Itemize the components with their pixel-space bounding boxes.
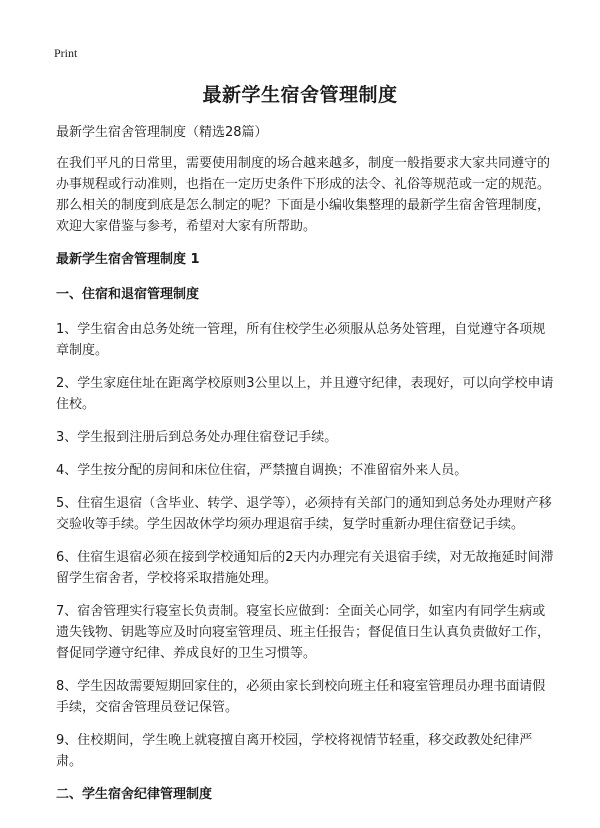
subsection-heading: 二、学生宿舍纪律管理制度 [56, 787, 213, 802]
rule-item: 6、住宿生退宿必须在接到学校通知后的2天内办理完有关退宿手续，对无故拖延时间滞留学生宿舍者，学校将采取措施处理。 [56, 550, 554, 586]
rule-item: 3、学生报到注册后到总务处办理住宿登记手续。 [56, 430, 338, 445]
rule-item: 4、学生按分配的房间和床位住宿，严禁擅自调换；不准留宿外来人员。 [56, 463, 468, 478]
rule-item: 9、住校期间，学生晚上就寝擅自离开校园，学校将视情节轻重，移交政教处纪律严肃。 [56, 733, 533, 769]
rule-item: 8、学生因故需要短期回家住的，必须由家长到校向班主任和寝室管理员办理书面请假手续，交宿舍管理员登记保管。 [56, 679, 546, 715]
rule-item: 5、住宿生退宿（含毕业、转学、退学等），必须持有关部门的通知到总务处办理财产移交验收等手续。学生因故休学均须办理退宿手续，复学时重新办理住宿登记手续。 [56, 496, 552, 532]
rule-item: 7、宿舍管理实行寝室长负责制。寝室长应做到：全面关心同学，如室内有同学生病或遗失钱物、钥匙等应及时向寝室管理员、班主任报告；督促值日生认真负责做好工作，督促同学遵守纪律、养成良好的卫生习惯等。 [56, 604, 551, 661]
section-heading: 最新学生宿舍管理制度 1 [56, 252, 200, 267]
rule-item: 2、学生家庭住址在距离学校原则3公里以上，并且遵守纪律，表现好，可以向学校申请住校。 [56, 376, 554, 412]
rule-item: 1、学生宿舍由总务处统一管理，所有住校学生必须服从总务处管理，自觉遵守各项规章制度。 [56, 322, 546, 358]
intro-paragraph: 在我们平凡的日常里，需要使用制度的场合越来越多，制度一般指要求大家共同遵守的办事规程或行动准则，也指在一定历史条件下形成的法令、礼俗等规范或一定的规范。那么相关的制度到底是怎么制定的呢？下面是小编收集整理的最新学生宿舍管理制度，欢迎大家借鉴与参考，希望对大家有所帮助。 [56, 156, 551, 234]
subsection-heading: 一、住宿和退宿管理制度 [56, 287, 200, 302]
print-link[interactable]: Print [54, 46, 78, 60]
page-title: 最新学生宿舍管理制度 [202, 84, 398, 106]
document-subtitle: 最新学生宿舍管理制度（精选28篇） [56, 125, 268, 140]
document-body [56, 122, 556, 819]
